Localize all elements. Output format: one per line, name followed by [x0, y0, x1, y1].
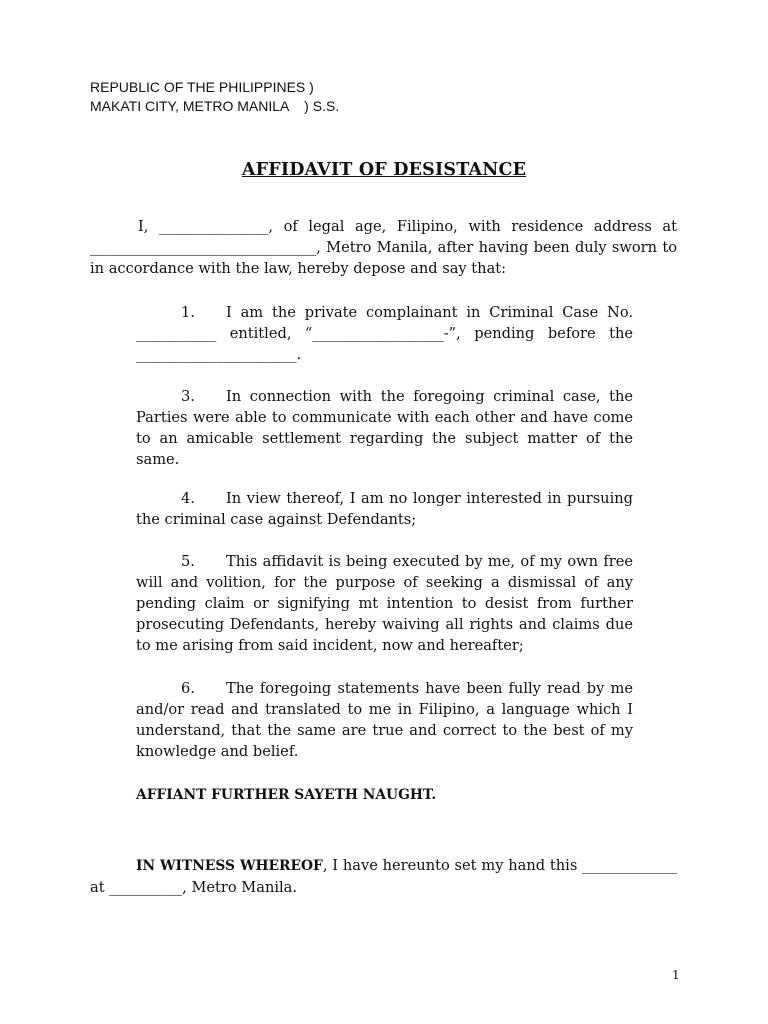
item-number: 3.: [181, 388, 195, 405]
page-number: 1: [672, 968, 680, 982]
witness-paragraph: [90, 855, 677, 898]
paragraph-item-6: [136, 678, 633, 762]
venue-line-city: MAKATI CITY, METRO MANILA ) S.S.: [90, 98, 340, 114]
intro-paragraph: I, _______________, of legal age, Filipino, with residence address at _______________________________, Metro Manila, after having been duly sworn to in accordance with the law, hereby depose and say that:: [90, 218, 677, 277]
paragraph-item-4: [136, 488, 633, 530]
item-text: In view thereof, I am no longer interested in pursuing the criminal case against Defendants;: [136, 490, 633, 528]
item-number: 1.: [181, 304, 195, 321]
item-number: 5.: [181, 553, 195, 570]
witness-text: , I have hereunto set my hand this _____________ at __________, Metro Manila.: [90, 857, 677, 896]
closing-statement: AFFIANT FURTHER SAYETH NAUGHT.: [136, 787, 437, 803]
item-text: This affidavit is being executed by me, of my own free will and volition, for the purpose of seeking a dismissal of any pending claim or signifying mt intention to desist from further prosecuting Defendants, hereby waiving all rights and claims due to me arising from said incident, now and hereafter;: [136, 553, 633, 654]
paragraph-item-1: [136, 302, 633, 365]
witness-lead: IN WITNESS WHEREOF: [136, 858, 323, 874]
item-number: 4.: [181, 490, 195, 507]
venue-line-republic: REPUBLIC OF THE PHILIPPINES ): [90, 79, 314, 95]
item-text: The foregoing statements have been fully read by me and/or read and translated to me in Filipino, a language which I understand, that the same are true and correct to the best of my knowledge and belief.: [136, 680, 633, 760]
item-number: 6.: [181, 680, 195, 697]
item-text: In connection with the foregoing criminal case, the Parties were able to communicate with each other and have come to an amicable settlement regarding the subject matter of the same.: [136, 388, 633, 468]
paragraph-item-5: [136, 551, 633, 656]
document-title: AFFIDAVIT OF DESISTANCE: [241, 160, 527, 180]
item-text: I am the private complainant in Criminal Case No. ___________ entitled, “__________________-”, pending before the ______________________.: [136, 304, 633, 363]
paragraph-item-3: [136, 386, 633, 470]
venue-block: [90, 78, 339, 116]
